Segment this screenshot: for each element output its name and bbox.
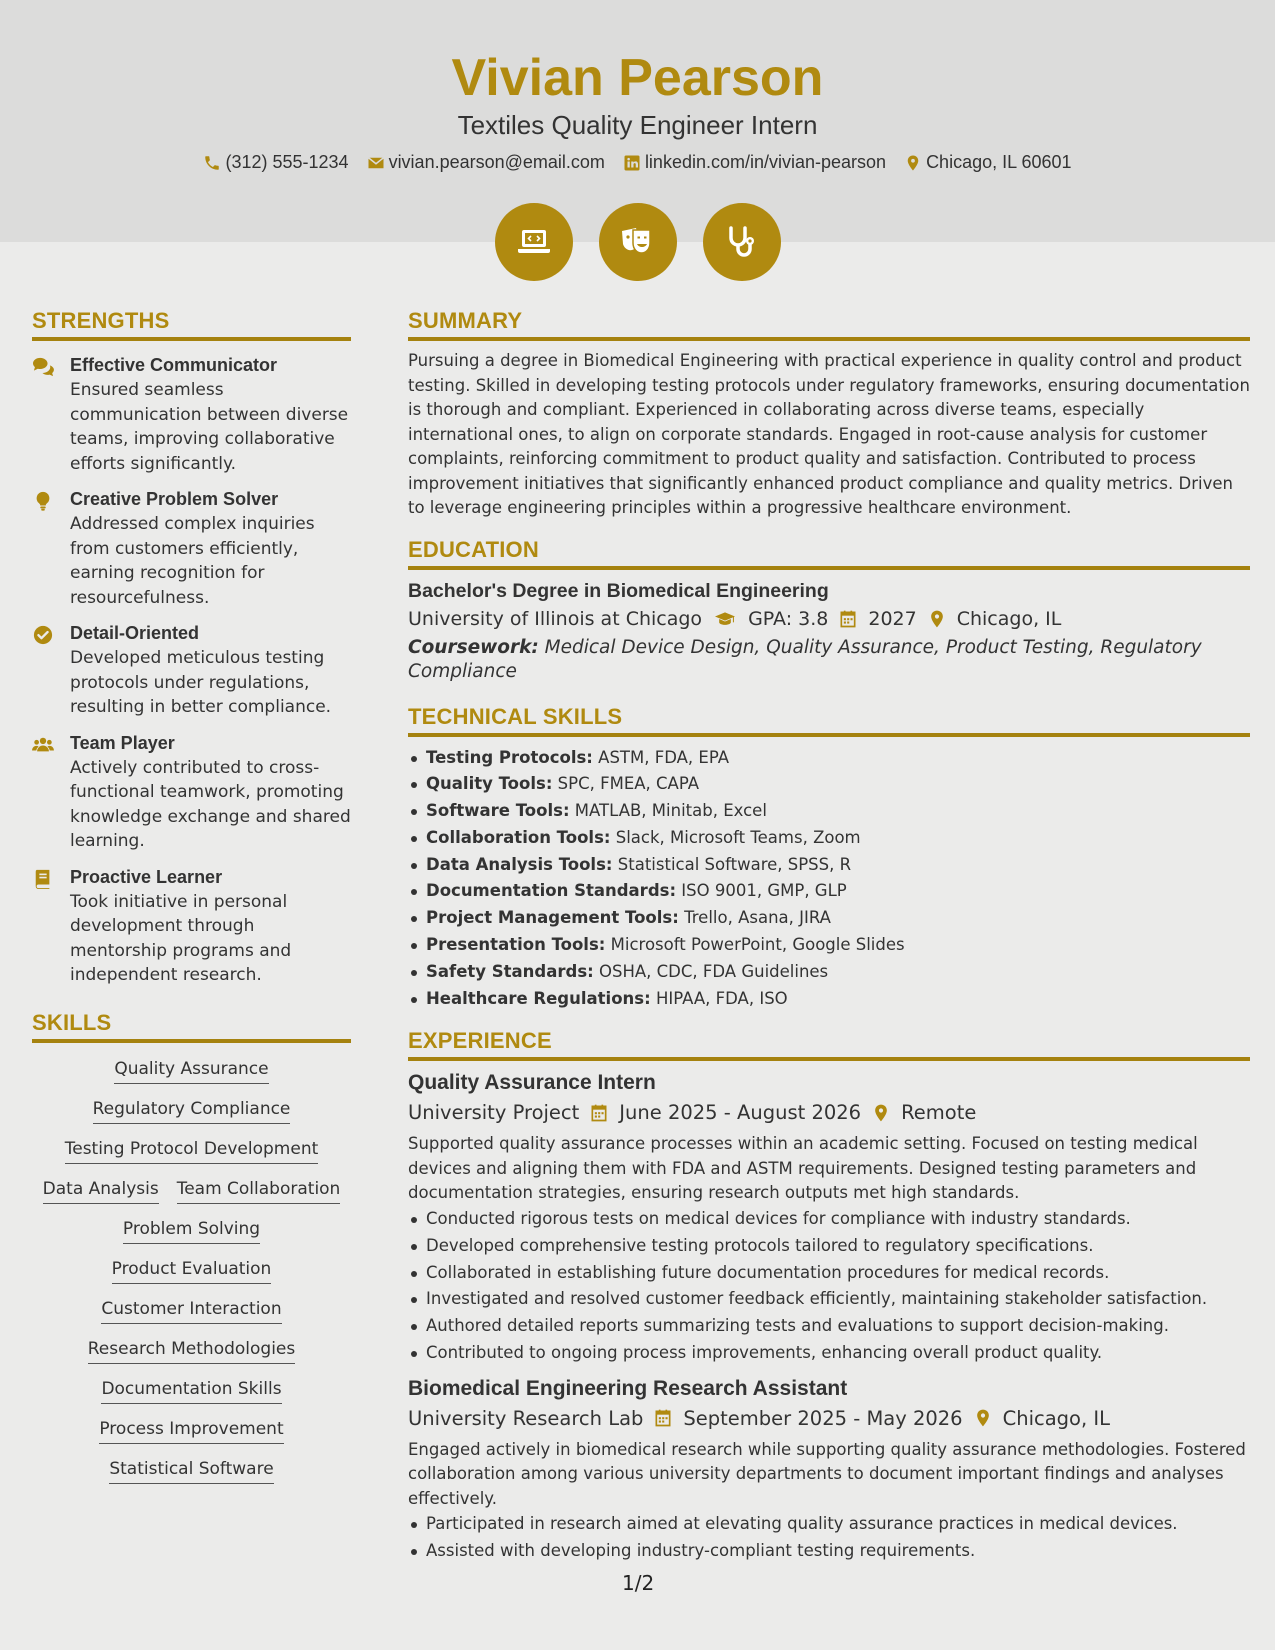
users-icon	[32, 735, 54, 755]
job-bullets	[408, 1206, 1250, 1367]
technical-skill-label: Testing Protocols:	[426, 747, 593, 767]
graduation-year: 2027	[868, 607, 917, 630]
job-entry	[408, 1071, 1250, 1366]
book-icon	[32, 869, 54, 889]
strength-title: Team Player	[70, 732, 175, 753]
graduation-cap-icon	[712, 609, 738, 629]
skill-tag: Data Analysis	[43, 1179, 159, 1204]
strength-item	[32, 489, 351, 610]
job-org: University Research Lab	[408, 1406, 644, 1430]
skills-row	[32, 1299, 351, 1324]
contact-linkedin[interactable]	[623, 152, 886, 173]
technical-skill-value: HIPAA, FDA, ISO	[655, 988, 788, 1008]
technical-skill-label: Presentation Tools:	[426, 935, 606, 955]
calendar-icon	[589, 1103, 609, 1123]
contact-phone[interactable]	[203, 152, 348, 173]
strength-desc: Ensured seamless communication between diverse teams, improving collaborative efforts significantly.	[70, 380, 349, 474]
comments-icon	[32, 357, 54, 377]
technical-skill-label: Data Analysis Tools:	[426, 854, 613, 874]
job-location: Chicago, IL	[1002, 1406, 1110, 1430]
technical-skill-value: Slack, Microsoft Teams, Zoom	[615, 827, 861, 847]
job-bullet: Investigated and resolved customer feedback efficiently, maintaining stakeholder satisfaction.	[408, 1286, 1250, 1313]
check-circle-icon	[32, 625, 54, 645]
email-icon	[367, 154, 385, 172]
job-bullet: Participated in research aimed at elevating quality assurance practices in medical devices.	[408, 1511, 1250, 1538]
strength-item	[32, 867, 351, 988]
job-dates: September 2025 - May 2026	[683, 1406, 963, 1430]
technical-skill-item	[408, 986, 1250, 1013]
technical-skill-value: ISO 9001, GMP, GLP	[681, 881, 847, 901]
badge-masks	[599, 203, 677, 281]
degree-title: Bachelor's Degree in Biomedical Engineering	[408, 579, 829, 602]
technical-skill-label: Software Tools:	[426, 801, 570, 821]
coursework-label: Coursework:	[408, 636, 539, 658]
skills-row	[32, 1259, 351, 1284]
location-icon	[973, 1408, 993, 1428]
job-bullet: Collaborated in establishing future documentation procedures for medical records.	[408, 1260, 1250, 1287]
coursework-list: Medical Device Design, Quality Assurance, Product Testing, Regulatory Compliance	[408, 636, 1202, 682]
technical-skill-label: Documentation Standards:	[426, 881, 677, 901]
job-location: Remote	[901, 1101, 977, 1125]
linkedin-text: linkedin.com/in/vivian-pearson	[644, 152, 887, 172]
technical-skill-item	[408, 771, 1250, 798]
skill-tag: Testing Protocol Development	[65, 1139, 319, 1164]
lightbulb-icon	[32, 491, 54, 511]
location-icon	[904, 154, 922, 172]
strength-item	[32, 733, 351, 854]
technical-skill-value: Trello, Asana, JIRA	[684, 908, 831, 928]
strength-desc: Took initiative in personal development through mentorship programs and independent research.	[70, 891, 292, 985]
job-title: Quality Assurance Intern	[408, 1071, 656, 1095]
skills-row	[32, 1419, 351, 1444]
skill-tag: Quality Assurance	[114, 1059, 268, 1084]
job-dates: June 2025 - August 2026	[619, 1101, 862, 1125]
skills-row	[32, 1219, 351, 1244]
technical-skill-item	[408, 932, 1250, 959]
job-bullet: Developed comprehensive testing protocols tailored to regulatory specifications.	[408, 1233, 1250, 1260]
education-heading: EDUCATION	[408, 537, 1250, 570]
skill-tag: Problem Solving	[123, 1219, 260, 1244]
stethoscope-icon	[722, 222, 762, 262]
contact-location	[904, 152, 1071, 173]
skill-tag: Regulatory Compliance	[93, 1099, 291, 1124]
job-title: Textiles Quality Engineer Intern	[457, 110, 818, 140]
page-number: 1/2	[622, 1571, 655, 1595]
technical-skill-item	[408, 878, 1250, 905]
location-text: Chicago, IL 60601	[926, 152, 1072, 172]
skill-tag: Documentation Skills	[101, 1379, 281, 1404]
technical-skill-value: Statistical Software, SPSS, R	[617, 854, 852, 874]
skills-row	[32, 1139, 351, 1164]
strength-desc: Developed meticulous testing protocols under regulations, resulting in better compliance.	[70, 648, 332, 717]
summary-heading: SUMMARY	[408, 308, 1250, 341]
contact-email[interactable]	[367, 152, 605, 173]
email-text: vivian.pearson@email.com	[388, 152, 605, 172]
technical-skill-item	[408, 825, 1250, 852]
technical-skill-label: Safety Standards:	[426, 961, 594, 981]
strength-item	[32, 623, 351, 720]
skill-tag: Process Improvement	[99, 1419, 283, 1444]
technical-skill-item	[408, 745, 1250, 772]
technical-skill-label: Quality Tools:	[426, 774, 553, 794]
strength-title: Creative Problem Solver	[70, 489, 279, 509]
strength-desc: Actively contributed to cross-functional teamwork, promoting knowledge exchange and shared learning.	[70, 757, 351, 851]
location-icon	[927, 609, 947, 629]
technical-skill-item	[408, 959, 1250, 986]
linkedin-icon	[623, 154, 641, 172]
technical-skill-item	[408, 798, 1250, 825]
strength-desc: Addressed complex inquiries from customers efficiently, earning recognition for resourcefulness.	[70, 514, 315, 608]
job-meta	[408, 1101, 1250, 1124]
technical-skill-value: OSHA, CDC, FDA Guidelines	[599, 961, 829, 981]
technical-skills-heading: TECHNICAL SKILLS	[408, 704, 1250, 737]
theater-masks-icon	[618, 222, 658, 262]
technical-skill-value: SPC, FMEA, CAPA	[557, 774, 700, 794]
school-name: University of Illinois at Chicago	[408, 607, 703, 630]
strength-item	[32, 355, 351, 476]
phone-text: (312) 555-1234	[225, 152, 349, 172]
skill-tag: Research Methodologies	[88, 1339, 296, 1364]
summary-text: Pursuing a degree in Biomedical Engineering with practical experience in quality control and product testing. Skilled in developing testing protocols under regulatory frameworks, ensuring documentation is thorough and compliant. Experienced in collaborating across diverse teams, especially international ones, to align on corporate standards. Engaged in root-cause analysis for customer complaints, reinforcing commitment to product quality and satisfaction. Contributed to process improvement initiatives that significantly enhanced product compliance and quality metrics. Driven to leverage engineering principles within a progressive healthcare environment.	[408, 351, 1250, 517]
skills-row	[32, 1059, 351, 1084]
skills-row	[32, 1099, 351, 1124]
job-bullet: Assisted with developing industry-compliant testing requirements.	[408, 1538, 1250, 1565]
contact-bar	[0, 152, 1275, 173]
job-org: University Project	[408, 1101, 580, 1125]
calendar-icon	[653, 1408, 673, 1428]
icon-badges	[0, 203, 1275, 281]
skill-tag: Statistical Software	[109, 1459, 273, 1484]
badge-laptop	[495, 203, 573, 281]
left-column	[32, 308, 351, 1499]
skills-row	[32, 1379, 351, 1404]
skills-row	[32, 1339, 351, 1364]
experience-heading: EXPERIENCE	[408, 1028, 1250, 1061]
job-description: Engaged actively in biomedical research while supporting quality assurance methodologies. Fostered collaboration among various university departments to document important findings and analyses effectively.	[408, 1439, 1246, 1508]
technical-skill-item	[408, 905, 1250, 932]
skills-heading: SKILLS	[32, 1010, 351, 1043]
skill-tag: Team Collaboration	[177, 1179, 341, 1204]
phone-icon	[203, 154, 221, 172]
school-location: Chicago, IL	[956, 607, 1062, 630]
laptop-code-icon	[514, 222, 554, 262]
technical-skill-value: Microsoft PowerPoint, Google Slides	[610, 935, 905, 955]
technical-skill-value: MATLAB, Minitab, Excel	[574, 801, 767, 821]
education-meta	[408, 608, 1250, 630]
right-column	[408, 308, 1250, 1575]
skills-row	[32, 1179, 351, 1204]
job-entry	[408, 1377, 1250, 1565]
job-bullet: Authored detailed reports summarizing tests and evaluations to support decision-making.	[408, 1313, 1250, 1340]
strength-title: Proactive Learner	[70, 866, 223, 887]
strengths-heading: STRENGTHS	[32, 308, 351, 341]
job-bullets	[408, 1511, 1250, 1565]
job-bullet: Contributed to ongoing process improvements, enhancing overall product quality.	[408, 1340, 1250, 1367]
job-title: Biomedical Engineering Research Assistant	[408, 1376, 848, 1400]
coursework	[408, 636, 1250, 684]
gpa: GPA: 3.8	[748, 607, 829, 630]
job-description: Supported quality assurance processes within an academic setting. Focused on testing medical devices and aligning them with FDA and ASTM requirements. Designed testing parameters and documentation strategies, ensuring research outputs met high standards.	[408, 1134, 1198, 1203]
technical-skills-list	[408, 745, 1250, 1013]
job-bullet: Conducted rigorous tests on medical devices for compliance with industry standards.	[408, 1206, 1250, 1233]
technical-skill-item	[408, 852, 1250, 879]
technical-skill-label: Collaboration Tools:	[426, 827, 611, 847]
technical-skill-label: Project Management Tools:	[426, 908, 679, 928]
badge-stethoscope	[703, 203, 781, 281]
strength-title: Effective Communicator	[70, 355, 278, 375]
candidate-name: Vivian Pearson	[451, 49, 824, 107]
skill-tag: Customer Interaction	[101, 1299, 281, 1324]
experience-list	[408, 1071, 1250, 1564]
job-meta	[408, 1407, 1250, 1430]
technical-skill-label: Healthcare Regulations:	[426, 988, 651, 1008]
calendar-icon	[838, 609, 858, 629]
skills-list	[32, 1059, 351, 1499]
technical-skill-value: ASTM, FDA, EPA	[598, 747, 730, 767]
skills-row	[32, 1459, 351, 1484]
strength-title: Detail-Oriented	[70, 623, 200, 643]
location-icon	[871, 1103, 891, 1123]
skill-tag: Product Evaluation	[112, 1259, 272, 1284]
